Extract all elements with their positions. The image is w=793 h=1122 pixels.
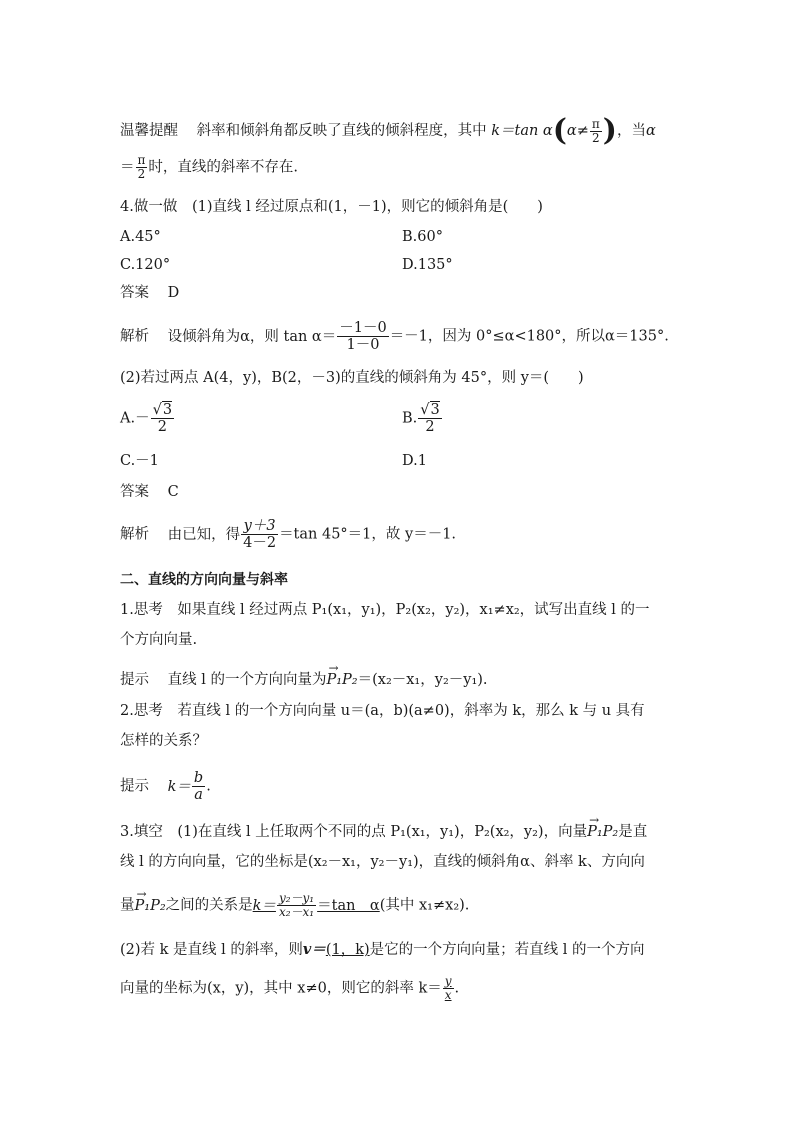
analysis-text-a: 设倾斜角为α，则 tan α＝	[167, 328, 337, 345]
fill2-end: .	[454, 980, 460, 997]
neq-symbol: ≠	[576, 123, 589, 139]
fill-fraction	[277, 892, 316, 919]
q4-answer-1	[120, 283, 179, 303]
analysis2-text-b: ＝tan 45°＝1，故 y＝－1.	[279, 526, 457, 543]
opt-b-prefix: B.	[402, 410, 418, 427]
opt-a-num: √3	[152, 402, 173, 418]
hint2-fraction	[192, 770, 205, 803]
fill-line3	[120, 892, 469, 919]
fill2-v: v＝	[302, 941, 326, 958]
fill-line1-b: 是直	[618, 824, 648, 840]
tip-pi-fraction	[136, 154, 148, 181]
fill2-blank-vector: (1，k)	[325, 942, 370, 958]
tip-label: 温馨提醒	[120, 123, 178, 139]
fill-line2: 线 l 的方向向量，它的坐标是(x₂－x₁，y₂－y₁)，直线的倾斜角α、斜率 k、方向向	[120, 854, 645, 870]
q4-option-2c: C.－1	[120, 453, 159, 469]
analysis-text-b: ＝－1，因为 0°≤α<180°，所以α＝135°.	[389, 328, 669, 345]
tip-line-2	[120, 154, 298, 181]
hint1	[120, 670, 488, 690]
answer-value-2: C	[167, 484, 179, 500]
q4-option-2a	[120, 402, 175, 435]
fill-line1	[120, 822, 647, 842]
answer-label: 答案	[120, 285, 149, 301]
hint2-end: .	[206, 778, 211, 795]
fill-blank-relation	[252, 891, 380, 919]
tip-pi-den: 2	[137, 167, 146, 181]
analysis1-num: －1－0	[339, 320, 387, 336]
q4-p2: (2)若过两点 A(4，y)，B(2，－3)的直线的倾斜角为 45°，则 y＝( )	[120, 370, 584, 386]
hint-label-2: 提示	[120, 778, 149, 795]
tip-line-1	[120, 113, 656, 148]
hint2-den: a	[194, 787, 203, 803]
analysis2-fraction	[241, 518, 278, 551]
opt-a-fraction	[151, 402, 174, 435]
analysis1-den: 1－0	[346, 337, 380, 353]
q4-option-2b	[402, 402, 443, 435]
opt-b-num: √3	[420, 402, 440, 418]
q4-title: 4.做一做	[120, 199, 178, 215]
analysis-label: 解析	[120, 328, 149, 345]
fill-line3-a: 量	[120, 897, 135, 914]
analysis2-num: y＋3	[241, 518, 278, 535]
vector-p1p2: → P₁P₂	[326, 670, 357, 690]
fill-num: y₂－y₁	[278, 891, 315, 905]
q4-analysis-1	[120, 320, 669, 353]
fill2-line1-a: (2)若 k 是直线 l 的斜率，则	[120, 942, 303, 958]
tip-formula: k＝tan α	[491, 123, 553, 139]
fill2-line2	[120, 975, 459, 1002]
q4-option-a: A.45°	[120, 229, 161, 245]
analysis2-den: 4－2	[243, 535, 277, 551]
q4-option-d: D.135°	[402, 257, 453, 273]
vector-p1p2-2: → P₁P₂	[587, 822, 618, 842]
hint2-text-a: k＝	[167, 778, 191, 795]
section-heading: 二、直线的方向向量与斜率	[120, 572, 288, 588]
opt-a-den: 2	[157, 419, 167, 435]
q4-p1	[120, 197, 543, 217]
hint-label: 提示	[120, 672, 149, 688]
analysis-label-2: 解析	[120, 526, 149, 543]
hint2	[120, 770, 211, 803]
fill2-line1	[120, 940, 645, 960]
q4-answer-2	[120, 482, 179, 502]
opt-a-sqrt: 3	[162, 402, 173, 418]
q4-option-c: C.120°	[120, 257, 171, 273]
tip-cond-fraction	[590, 118, 602, 145]
fill-tan: ＝tan α	[317, 897, 380, 914]
fill-line3-b: 之间的关系是	[165, 897, 253, 914]
think2-line2: 怎样的关系？	[120, 733, 207, 749]
q4-analysis-2	[120, 518, 456, 551]
fill-line3-c: (其中 x₁≠x₂).	[379, 897, 470, 914]
fill2-line1-b: 是它的一个方向向量；若直线 l 的一个方向	[369, 942, 645, 958]
fill2-den: x	[444, 988, 452, 1002]
opt-b-fraction	[418, 402, 441, 435]
fill2-fraction	[443, 975, 454, 1002]
fill-line1-a: 3.填空 (1)在直线 l 上任取两个不同的点 P₁(x₁，y₁)，P₂(x₂，y₂)，向量	[120, 824, 588, 840]
answer-value: D	[167, 285, 180, 301]
q4-p1-text: (1)直线 l 经过原点和(1，－1)，则它的倾斜角是( )	[191, 199, 543, 215]
analysis1-fraction	[337, 320, 388, 353]
hint2-num: b	[193, 770, 204, 786]
q4-option-b: B.60°	[402, 229, 443, 245]
q4-option-2d: D.1	[402, 453, 427, 469]
analysis2-text-a: 由已知，得	[167, 526, 241, 543]
think1-line1: 1.思考 如果直线 l 经过两点 P₁(x₁，y₁)，P₂(x₂，y₂)，x₁≠x₂，试写出直线 l 的一	[120, 602, 650, 618]
opt-a-prefix: A.－	[120, 410, 150, 427]
fill-den: x₂－x₁	[278, 905, 315, 919]
answer-label-2: 答案	[120, 484, 149, 500]
right-paren-icon: )	[602, 113, 617, 148]
vector-p1p2-3: → P₁P₂	[135, 896, 166, 916]
fill2-num: y	[444, 974, 452, 988]
left-paren-icon: (	[552, 113, 567, 148]
tip-text-1: 斜率和倾斜角都反映了直线的倾斜程度，其中	[196, 123, 487, 139]
tip-cond-num: π	[591, 116, 600, 131]
hint1-text-b: ＝(x₂－x₁，y₂－y₁).	[357, 672, 488, 688]
fill-k: k＝	[252, 897, 276, 914]
fill2-line2-a: 向量的坐标为(x，y)，其中 x≠0，则它的斜率 k＝	[120, 980, 442, 997]
opt-b-sqrt: 3	[430, 402, 440, 418]
tip-pi-num: π	[137, 153, 146, 167]
tip-alpha-2: α	[645, 123, 656, 139]
think2-line1: 2.思考 若直线 l 的一个方向向量 u＝(a，b)(a≠0)，斜率为 k，那么 k 与 u 具有	[120, 703, 645, 719]
think1-line2: 个方向向量.	[120, 632, 198, 648]
tip-text-3: 时，直线的斜率不存在.	[148, 159, 298, 176]
opt-b-den: 2	[425, 419, 435, 435]
tip-text-2: ，当	[616, 123, 646, 139]
tip-cond-den: 2	[592, 130, 600, 145]
tip-alpha: α	[566, 123, 577, 139]
hint1-text-a: 直线 l 的一个方向向量为	[167, 672, 327, 688]
tip-eq: ＝	[120, 159, 135, 176]
